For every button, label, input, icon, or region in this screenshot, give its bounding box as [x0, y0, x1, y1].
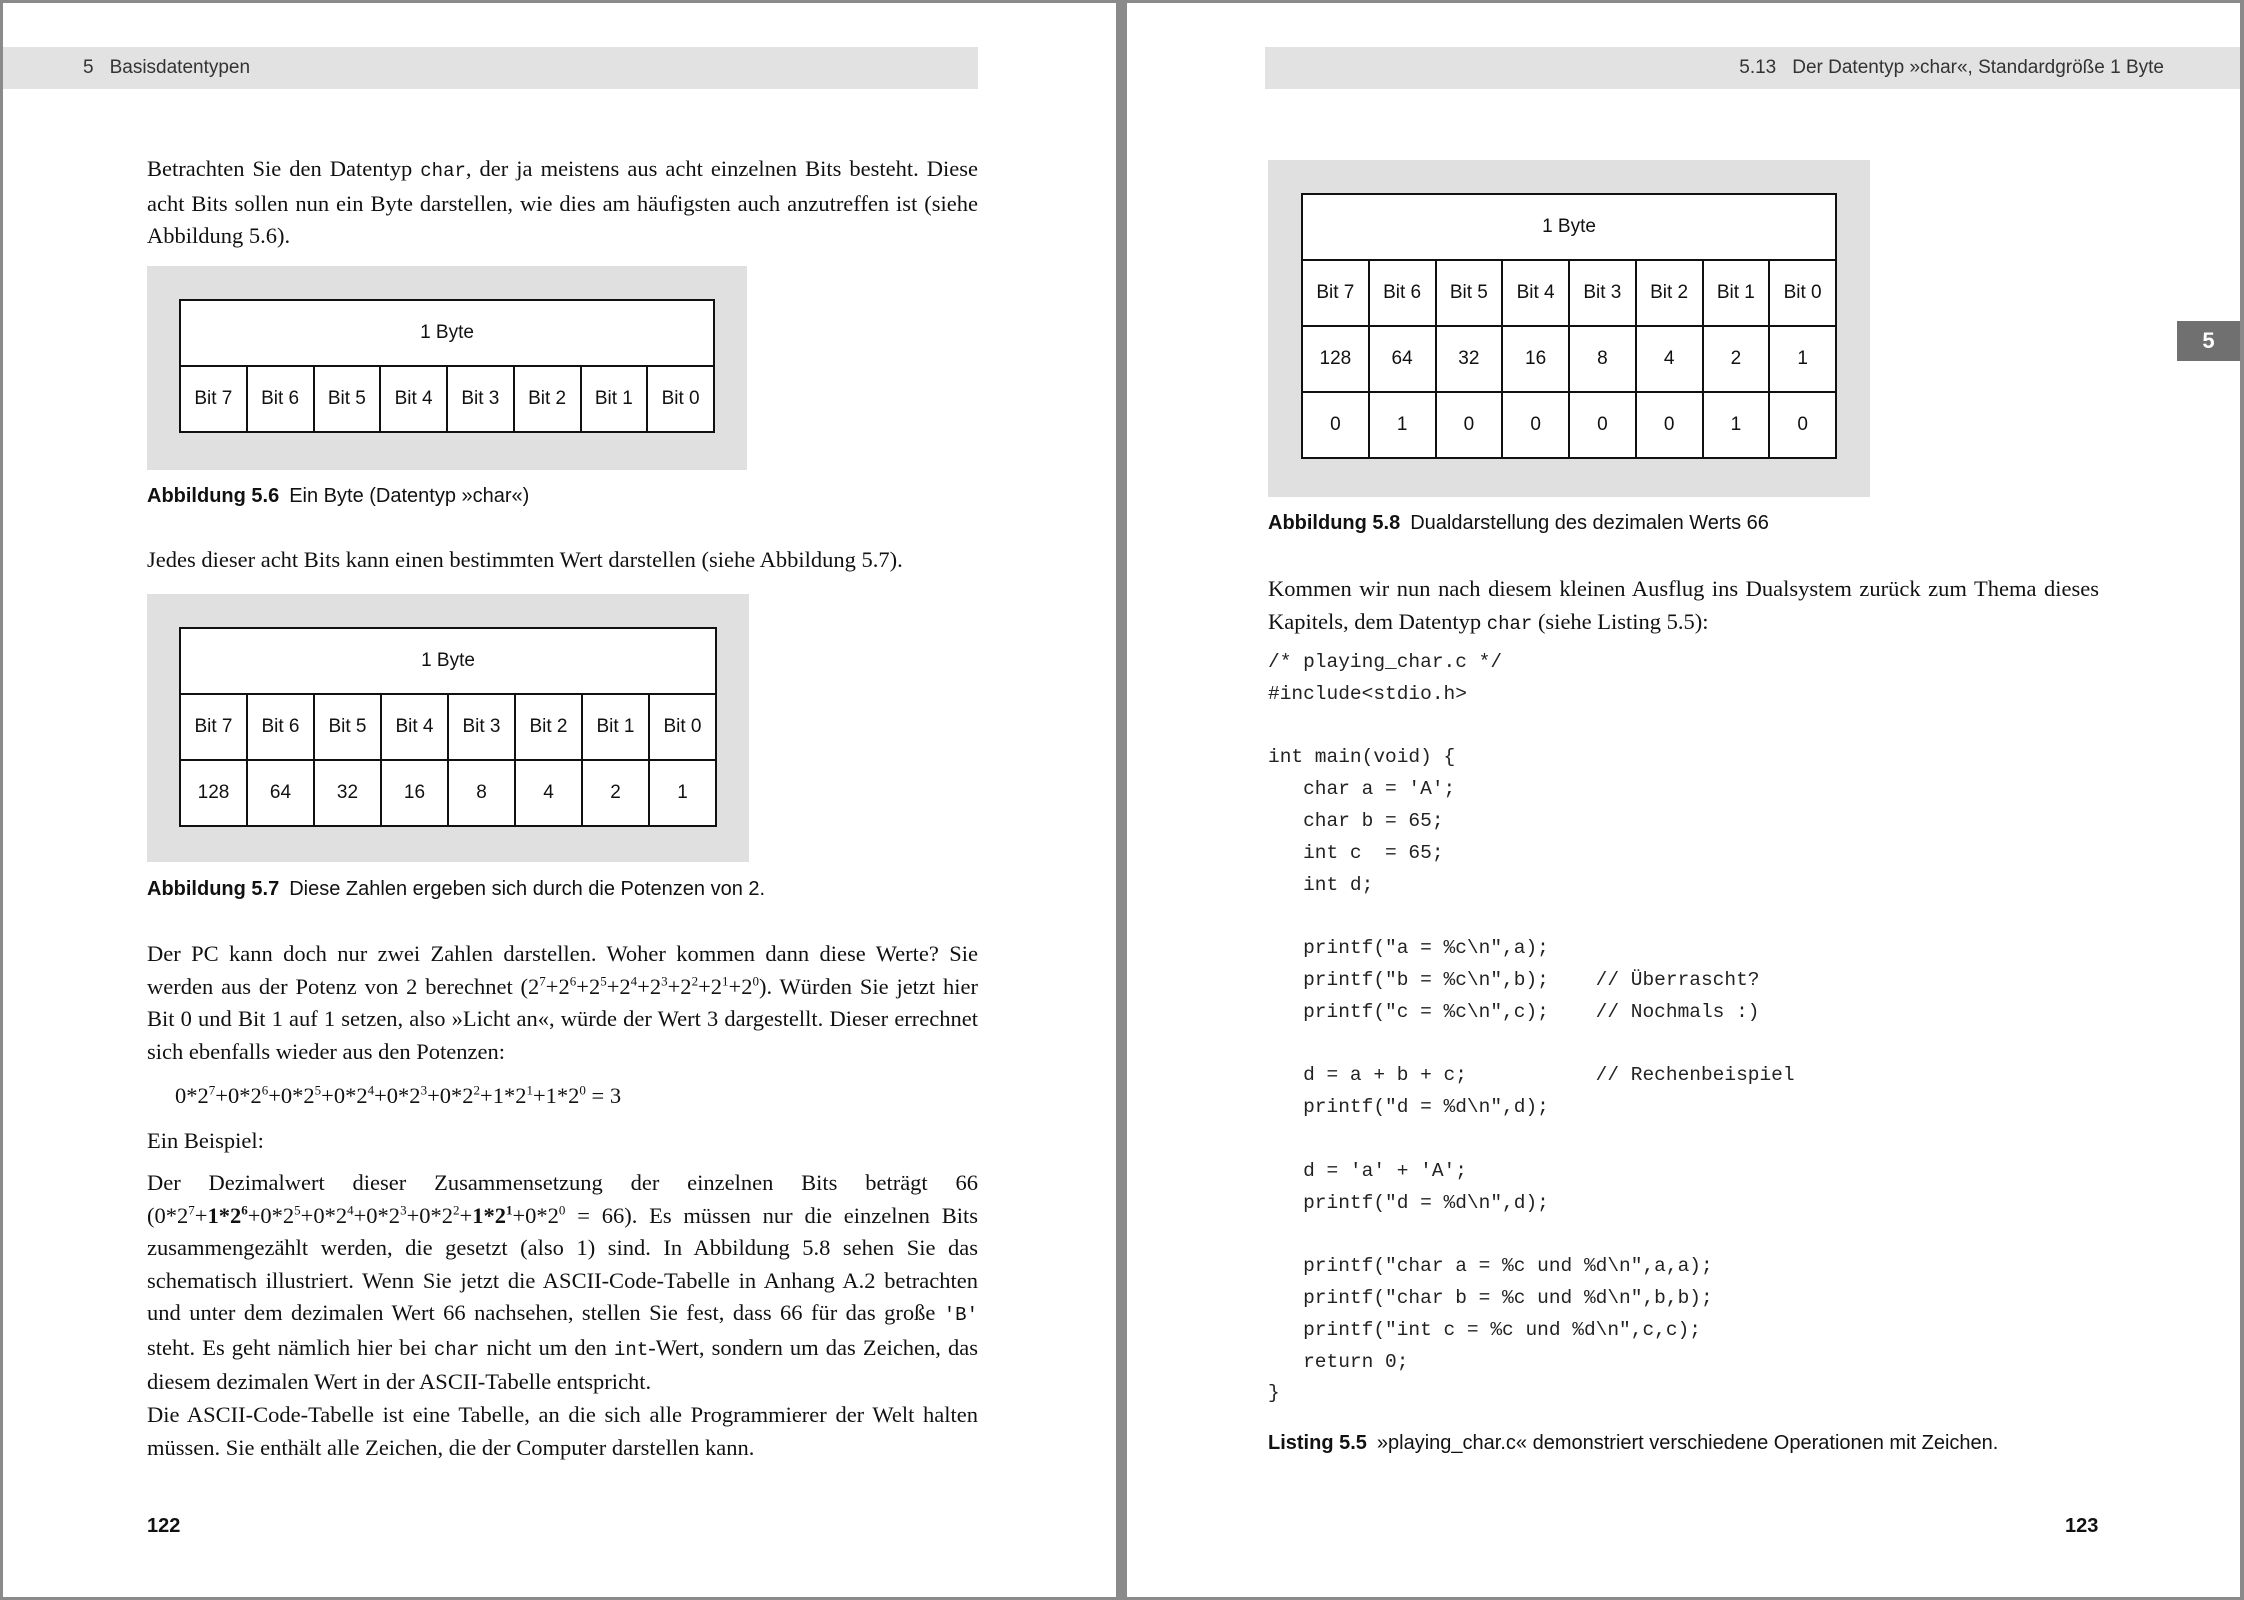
value-cell: 2: [582, 760, 649, 826]
bit-cell: Bit 5: [314, 694, 381, 760]
caption-text: Ein Byte (Datentyp »char«): [289, 485, 530, 507]
caption-label: Listing 5.5: [1268, 1432, 1367, 1454]
text: (siehe Listing 5.5):: [1532, 608, 1709, 634]
value-cell: 128: [1302, 326, 1369, 392]
running-header: [3, 47, 978, 89]
inline-code: 'B': [943, 1304, 978, 1326]
chapter-number: 5: [83, 57, 94, 78]
text: steht. Es geht nämlich hier bei: [147, 1334, 434, 1360]
right-page: [1127, 3, 2240, 1597]
caption-label: Abbildung 5.7: [147, 878, 280, 900]
chapter-thumb-tab: 5: [2177, 321, 2240, 361]
text: nicht um den: [479, 1334, 615, 1360]
text: = 66: [577, 1202, 625, 1228]
text: ). Würden Sie jetzt hier Bit 0 und Bit 1 auf 1 setzen, also »Licht an«, würde der Wert 3 dargestellt. Dieser errechnet sich ebenfalls wieder aus den Potenzen:: [147, 973, 978, 1064]
running-header: [1265, 47, 2240, 89]
bit-cell: Bit 3: [447, 366, 514, 432]
binary-cell: 0: [1436, 392, 1503, 458]
bit-cell: Bit 4: [381, 694, 448, 760]
inline-code: char: [1486, 612, 1533, 635]
bit-cell: Bit 2: [1636, 260, 1703, 326]
bit-cell: Bit 3: [1569, 260, 1636, 326]
caption-label: Abbildung 5.8: [1268, 512, 1401, 534]
left-page: [3, 3, 1116, 1597]
formula-result: = 3: [591, 1083, 622, 1108]
caption-text: Dualdarstellung des dezimalen Werts 66: [1410, 512, 1769, 534]
text: -Wert, sondern um das Zeichen, das diesem dezimalen Wert in der ASCII-Tabelle entspricht.: [147, 1334, 978, 1394]
binary-cell: 0: [1502, 392, 1569, 458]
paragraph: [147, 1167, 978, 1399]
bit-cell: Bit 7: [180, 694, 247, 760]
bit-cell: Bit 1: [581, 366, 648, 432]
caption-text: »playing_char.c« demonstriert verschiedene Operationen mit Zeichen.: [1376, 1432, 1999, 1454]
text: Betrachten Sie den Datentyp: [147, 156, 421, 181]
chapter-title: Basisdatentypen: [109, 57, 251, 78]
bit-cell: Bit 0: [649, 694, 716, 760]
bit-cell: Bit 0: [1769, 260, 1836, 326]
paragraph: Die ASCII-Code-Tabelle ist eine Tabelle, an die sich alle Programmierer der Welt halten müssen. Sie enthält alle Zeichen, die der Computer darstellen kann.: [147, 1402, 978, 1460]
binary-cell: 0: [1636, 392, 1703, 458]
caption-text: Diese Zahlen ergeben sich durch die Potenzen von 2.: [289, 878, 766, 900]
value-cell: 4: [515, 760, 582, 826]
bit-cell: Bit 3: [448, 694, 515, 760]
byte-title: 1 Byte: [1302, 194, 1836, 260]
text: Der PC kann doch nur zwei Zahlen darstellen. Woher kommen dann diese Werte? Sie werden aus der Potenz von 2 berechnet (: [147, 941, 978, 999]
text: ). Es müssen nur die einzelnen Bits zusammengezählt werden, die gesetzt (also 1) sind. In Abbildung 5.8 sehen Sie das schematisch illustriert. Wenn Sie jetzt die ASCII-Code-Tabelle in Anhang A.2 betrachten und unter dem dezimalen Wert 66 nachsehen, stellen Sie fest, dass 66 für das große: [147, 1202, 978, 1325]
bit-cell: Bit 4: [380, 366, 447, 432]
binary-cell: 0: [1769, 392, 1836, 458]
listing-caption: [1268, 1432, 1998, 1455]
value-cell: 1: [649, 760, 716, 826]
bit-cell: Bit 2: [514, 366, 581, 432]
section-number: 5.13: [1739, 57, 1777, 78]
inline-code: char: [420, 160, 466, 182]
text: Der Dezimalwert dieser Zusammensetzung der einzelnen Bits beträgt 66 (: [147, 1170, 978, 1228]
value-cell: 4: [1636, 326, 1703, 392]
bit-cell: Bit 7: [1302, 260, 1369, 326]
page-number: 123: [2065, 1515, 2099, 1537]
value-cell: 16: [381, 760, 448, 826]
bit-cell: Bit 2: [515, 694, 582, 760]
figure-caption: [1268, 512, 1769, 535]
paragraph: [1268, 573, 2099, 640]
bit-cell: Bit 7: [180, 366, 247, 432]
bit-cell: Bit 5: [1436, 260, 1503, 326]
value-cell: 32: [1436, 326, 1503, 392]
power-expression: $0*2^7+1*2^6+0*2^5+0*2^4+0*2^3+0*2^2+1*2^1+0*2^0$: [154, 1202, 566, 1228]
formula: $0*2^7+0*2^6+0*2^5+0*2^4+0*2^3+0*2^2+1*2^1+1*2^0 = 3$: [175, 1082, 622, 1108]
inline-code: int: [614, 1338, 649, 1361]
figure-caption: [147, 878, 765, 901]
code-listing: /* playing_char.c */ #include<stdio.h> int main(void) { char a = 'A'; char b = 65; int c = 65; int d; printf("a = %c\n",a); printf("b = %c\n",b); // Überrascht? printf("c = %c\n",c); // Nochmals :) d = a + b + c; // Rechenbeispiel printf("d = %d\n",d); d = 'a' + 'A'; printf("d = %d\n",d); printf("char a = %c und %d\n",a,a); printf("char b = %c und %d\n",b,b); printf("int c = %c und %d\n",c,c); return 0; }: [1268, 651, 1795, 1405]
paragraph: Ein Beispiel:: [147, 1128, 264, 1153]
bit-cell: Bit 4: [1502, 260, 1569, 326]
byte-table: [179, 627, 717, 827]
byte-table: [179, 299, 715, 433]
value-cell: 64: [1369, 326, 1436, 392]
section-title: Der Datentyp »char«, Standardgröße 1 Byte: [1792, 57, 2164, 78]
byte-table: [1301, 193, 1837, 459]
bit-cell: Bit 0: [647, 366, 714, 432]
binary-cell: 1: [1703, 392, 1770, 458]
byte-title: 1 Byte: [180, 628, 716, 694]
value-cell: 128: [180, 760, 247, 826]
binary-cell: 0: [1569, 392, 1636, 458]
paragraph: Jedes dieser acht Bits kann einen bestimmten Wert darstellen (siehe Abbildung 5.7).: [147, 547, 903, 572]
inline-code: char: [433, 1338, 480, 1361]
value-cell: 16: [1502, 326, 1569, 392]
value-cell: 64: [247, 760, 314, 826]
caption-label: Abbildung 5.6: [147, 485, 280, 507]
paragraph: [147, 938, 978, 1068]
value-cell: 2: [1703, 326, 1770, 392]
binary-cell: 0: [1302, 392, 1369, 458]
text: , der ja meistens aus acht einzelnen Bits besteht. Diese acht Bits sollen nun ein Byte darstellen, wie dies am häufigsten auch anzutreffen ist (siehe Abbildung 5.6).: [147, 156, 978, 248]
value-cell: 8: [448, 760, 515, 826]
figure-caption: [147, 485, 529, 508]
value-cell: 1: [1769, 326, 1836, 392]
bit-cell: Bit 6: [1369, 260, 1436, 326]
power-sum: $2^7+2^6+2^5+2^4+2^3+2^2+2^1+2^0$: [528, 973, 759, 999]
byte-title: 1 Byte: [180, 300, 714, 366]
value-cell: 32: [314, 760, 381, 826]
value-cell: 8: [1569, 326, 1636, 392]
bit-cell: Bit 6: [247, 694, 314, 760]
binary-cell: 1: [1369, 392, 1436, 458]
bit-cell: Bit 6: [247, 366, 314, 432]
text: Kommen wir nun nach diesem kleinen Ausflug ins Dualsystem zurück zum Thema dieses Kapitels, dem Datentyp: [1268, 576, 2099, 634]
bit-cell: Bit 5: [314, 366, 381, 432]
bit-cell: Bit 1: [582, 694, 649, 760]
page-number: 122: [147, 1515, 181, 1537]
bit-cell: Bit 1: [1703, 260, 1770, 326]
paragraph: [147, 153, 978, 253]
